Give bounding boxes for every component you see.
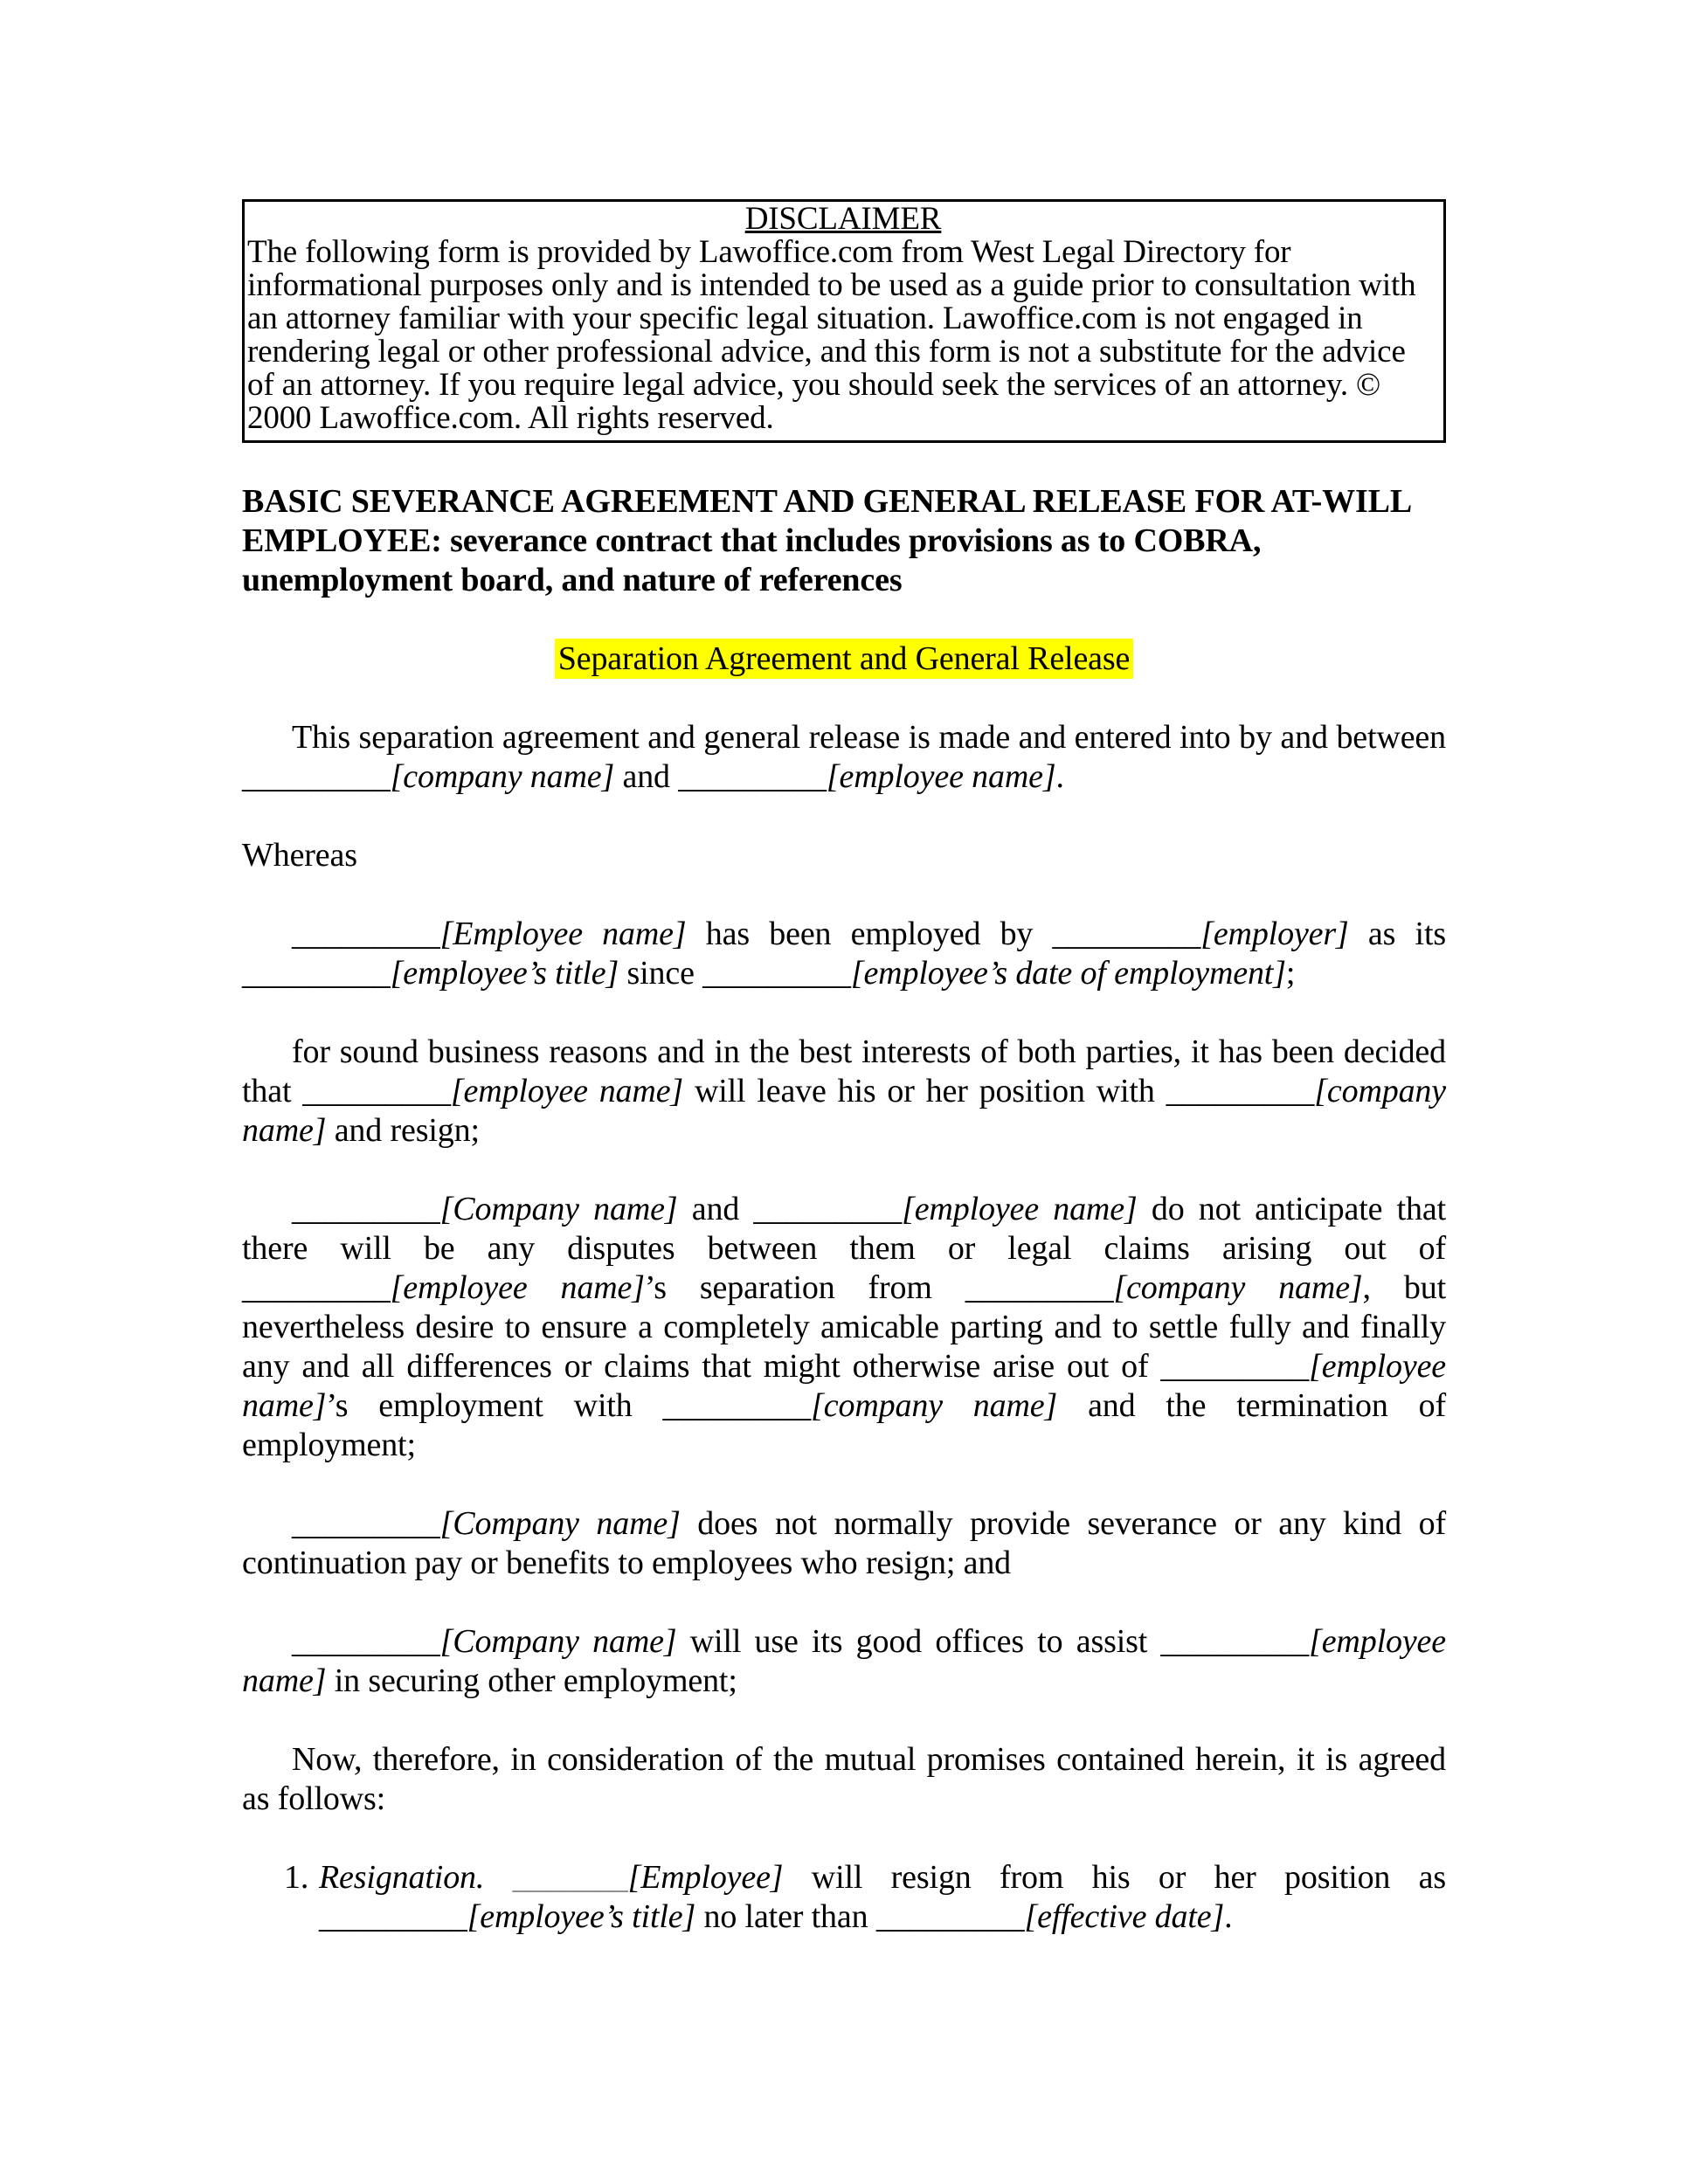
paragraph-whereas: Whereas xyxy=(242,837,357,874)
paragraph-now-therefore: Now, therefore, in consideration of the mutual promises contained herein, it is agreed as follows: xyxy=(242,1741,1446,1817)
paragraph-business-reasons: for sound business reasons and in the best interests of both parties, it has been decided that _________[employee name] will leave his or her position with _________[company name] and resign; xyxy=(242,1033,1446,1149)
list-item-text: Resignation. _______[Employee] will resign from his or her position as _________[employee’s title] no later than _________[effective date]. xyxy=(319,1859,1446,1935)
paragraph-intro: This separation agreement and general release is made and entered into by and between _________[company name] and _________[employee name]. xyxy=(242,719,1446,795)
paragraph-good-offices: _________[Company name] will use its good offices to assist _________[employee name] in securing other employment; xyxy=(242,1623,1446,1699)
paragraph-employment-history: _________[Employee name] has been employed by _________[employer] as its _________[employee’s title] since _________[employee’s date of employment]; xyxy=(242,916,1446,992)
paragraph-no-disputes: _________[Company name] and _________[employee name] do not anticipate that there will be any disputes between them or legal claims arising out of _________[employee name]’s separation from _________[company name], but nevertheless desire to ensure a completely amicable parting and to settle fully and finally any and all differences or claims that might otherwise arise out of _________[employee name]’s employment with _________[company name] and the termination of employment; xyxy=(242,1191,1447,1463)
form-title-line xyxy=(242,639,1446,679)
paragraph-no-severance-policy: _________[Company name] does not normally provide severance or any kind of continuation pay or benefits to employees who resign; and xyxy=(242,1505,1446,1581)
list-item-resignation xyxy=(242,1858,1446,1937)
disclaimer-title: DISCLAIMER xyxy=(744,201,942,237)
form-heading: BASIC SEVERANCE AGREEMENT AND GENERAL RELEASE FOR AT-WILL EMPLOYEE: severance contract that includes provisions as to COBRA, unemployment board, and nature of references xyxy=(242,483,1410,598)
disclaimer-body: The following form is provided by Lawoffice.com from West Legal Directory for informational purposes only and is intended to be used as a guide prior to consultation with an attorney familiar with your specific legal situation. Lawoffice.com is not engaged in rendering legal or other professional advice, and this form is not a substitute for the advice of an attorney. If you require legal advice, you should seek the services of an attorney. © 2000 Lawoffice.com. All rights reserved. xyxy=(247,234,1416,436)
form-title-highlight: Separation Agreement and General Release xyxy=(555,639,1134,679)
list-item-number: 1. xyxy=(284,1859,309,1896)
disclaimer-box xyxy=(242,199,1446,443)
numbered-list xyxy=(242,1858,1446,1937)
